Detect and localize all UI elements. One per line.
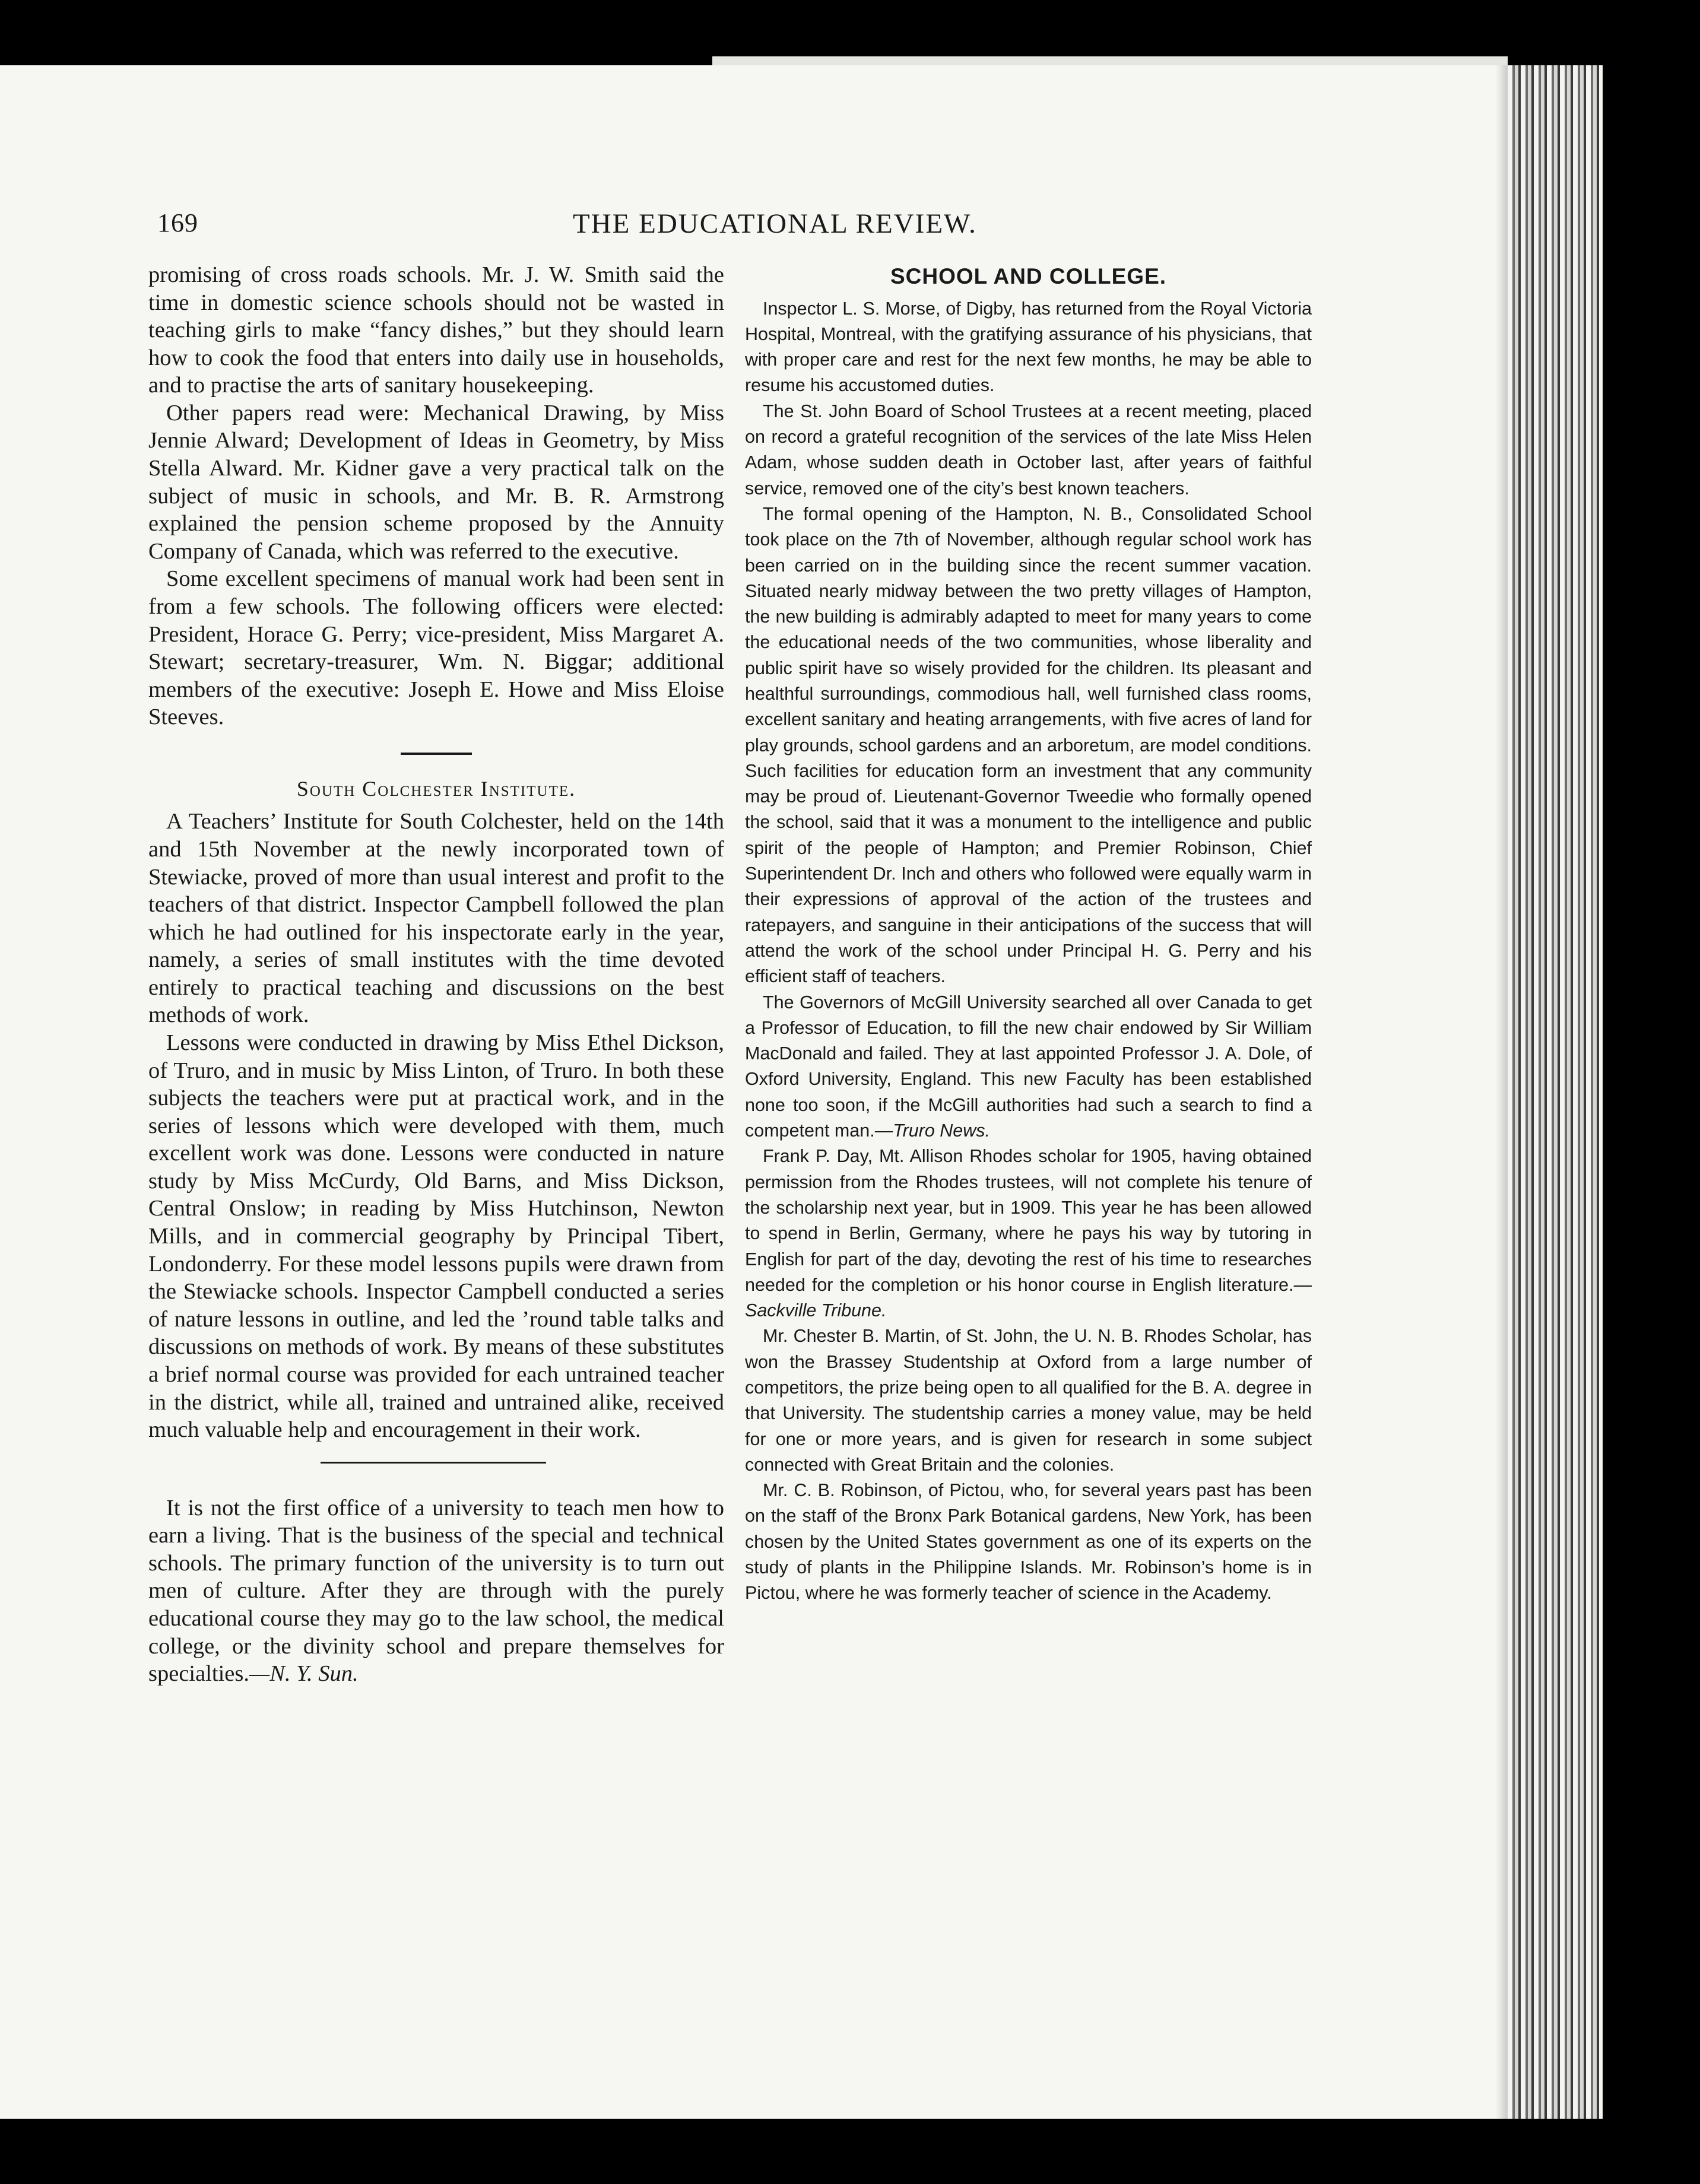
- paragraph: Other papers read were: Mechanical Drawing, by Miss Jennie Alward; Development of Ideas in Geometry, by Miss Stella Alward. Mr. Kidner gave a very practical talk on the subject of music in schools, and Mr. B. R. Armstrong explained the pension scheme proposed by the Annuity Company of Canada, which was referred to the executive.: [148, 400, 724, 564]
- quote-source: —N. Y. Sun.: [249, 1661, 359, 1687]
- news-source: —Sackville Tribune.: [745, 1274, 1312, 1321]
- news-item: The formal opening of the Hampton, N. B., Consolidated School took place on the 7th of November, although regular school work has been carried on in the building since the recent summer vacation. Situated nearly midway between the two pretty villages of Hampton, the new building is admirably adapted to meet for many years to come the educational needs of the two communities, whose liberality and public spirit have so wisely provided for the children. Its pleasant and healthful surroundings, commodious hall, well furnished class rooms, excellent sanitary and heating arrangements, with five acres of land for play grounds, school gardens and an arboretum, are model conditions. Such facilities for education form an investment that any community may be proud of. Lieutenant-Governor Tweedie who formally opened the school, said that it was a monument to the intelligence and public spirit of the people of Hampton; and Premier Robinson, Chief Superintendent Dr. Inch and others who followed were equally warm in their expressions of approval of the action of the trustees and ratepayers, and sanguine in their anticipations of the success that will attend the work of the school under Principal H. G. Perry and his efficient staff of teachers.: [745, 503, 1312, 987]
- page-number: 169: [157, 208, 198, 237]
- right-column: [745, 261, 1312, 1607]
- book-binding: [1508, 65, 1603, 2119]
- left-column: [148, 261, 724, 1688]
- news-source: —Truro News.: [874, 1120, 991, 1141]
- section-heading: SCHOOL AND COLLEGE.: [890, 264, 1167, 288]
- section-divider: [401, 753, 472, 755]
- paragraph: Some excellent specimens of manual work had been sent in from a few schools. The following officers were elected: President, Horace G. Perry; vice-president, Miss Margaret A. Stewart; secretary-treasurer, Wm. N. Biggar; additional members of the executive: Joseph E. Howe and Miss Eloise Steeves.: [148, 566, 724, 730]
- paragraph: promising of cross roads schools. Mr. J. W. Smith said the time in domestic science schools should not be wasted in teaching girls to make “fancy dishes,” but they should learn how to cook the food that enters into daily use in households, and to practise the arts of sanitary housekeeping.: [148, 262, 724, 398]
- section-divider: [321, 1462, 546, 1464]
- news-text: Frank P. Day, Mt. Allison Rhodes scholar for 1905, having obtained permission from the Rhodes trustees, will not complete his tenure of the scholarship next year, but in 1909. This year he has been allowed to spend in Berlin, Germany, where he pays his way by tutoring in English for part of the day, devoting the rest of his time to researches needed for the completion or his honor course in English literature.: [745, 1146, 1312, 1295]
- running-header: [157, 208, 1074, 249]
- news-item: The St. John Board of School Trustees at a recent meeting, placed on record a grateful recognition of the services of the late Miss Helen Adam, whose sudden death in October last, after years of faithful service, removed one of the city’s best known teachers.: [745, 401, 1312, 499]
- quote-text: It is not the first office of a university to teach men how to earn a living. That is the business of the special and technical schools. The primary function of the university is to turn out men of culture. After they are through with the purely educational course they may go to the law school, the medical college, or the divinity school and prepare themselves for specialties.: [148, 1495, 724, 1687]
- section-heading: South Colchester Institute.: [296, 776, 576, 801]
- news-item: [745, 990, 1312, 1144]
- news-item: Mr. C. B. Robinson, of Pictou, who, for several years past has been on the staff of the Bronx Park Botanical gardens, New York, has been chosen by the United States government as one of its experts on the study of plants in the Philippine Islands. Mr. Robinson’s home is in Pictou, where he was formerly teacher of science in the Academy.: [745, 1480, 1312, 1604]
- quoted-paragraph: [148, 1494, 724, 1688]
- paragraph: A Teachers’ Institute for South Colchester, held on the 14th and 15th November at the newly incorporated town of Stewiacke, proved of more than usual interest and profit to the teachers of that district. Inspector Campbell followed the plan which he had outlined for his inspectorate early in the year, namely, a series of small institutes with the time devoted entirely to practical teaching and discussions on the best methods of work.: [148, 809, 724, 1028]
- news-item: [745, 1144, 1312, 1323]
- news-item: Mr. Chester B. Martin, of St. John, the U. N. B. Rhodes Scholar, has won the Brassey Studentship at Oxford from a large number of competitors, the prize being open to all qualified for the B. A. degree in that University. The studentship carries a money value, may be held for one or more years, and is given for research in some subject connected with Great Britain and the colonies.: [745, 1326, 1312, 1475]
- paragraph: Lessons were conducted in drawing by Miss Ethel Dickson, of Truro, and in music by Miss Linton, of Truro. In both these subjects the teachers were put at practical work, and in the series of lessons which were developed with them, much excellent work was done. Lessons were conducted in nature study by Miss McCurdy, Old Barns, and Miss Dickson, Central Onslow; in reading by Miss Hutchinson, Newton Mills, and in commercial geography by Principal Tibert, Londonderry. For these model lessons pupils were drawn from the Stewiacke schools. Inspector Campbell conducted a series of nature lessons in outline, and led the ’round table talks and discussions on methods of work. By means of these substitutes a brief normal course was provided for each untrained teacher in the district, while all, trained and untrained alike, received much valuable help and encouragement in their work.: [148, 1030, 724, 1443]
- news-text: The Governors of McGill University searched all over Canada to get a Professor of Education, to fill the new chair endowed by Sir William MacDonald and failed. They at last appointed Professor J. A. Dole, of Oxford University, England. This new Faculty has been established none too soon, if the McGill authorities had such a search to find a competent man.: [745, 992, 1312, 1141]
- journal-title: THE EDUCATIONAL REVIEW.: [573, 208, 977, 239]
- news-item: Inspector L. S. Morse, of Digby, has returned from the Royal Victoria Hospital, Montreal, with the gratifying assurance of his physicians, that with proper care and rest for the next few months, he may be able to resume his accustomed duties.: [745, 298, 1312, 396]
